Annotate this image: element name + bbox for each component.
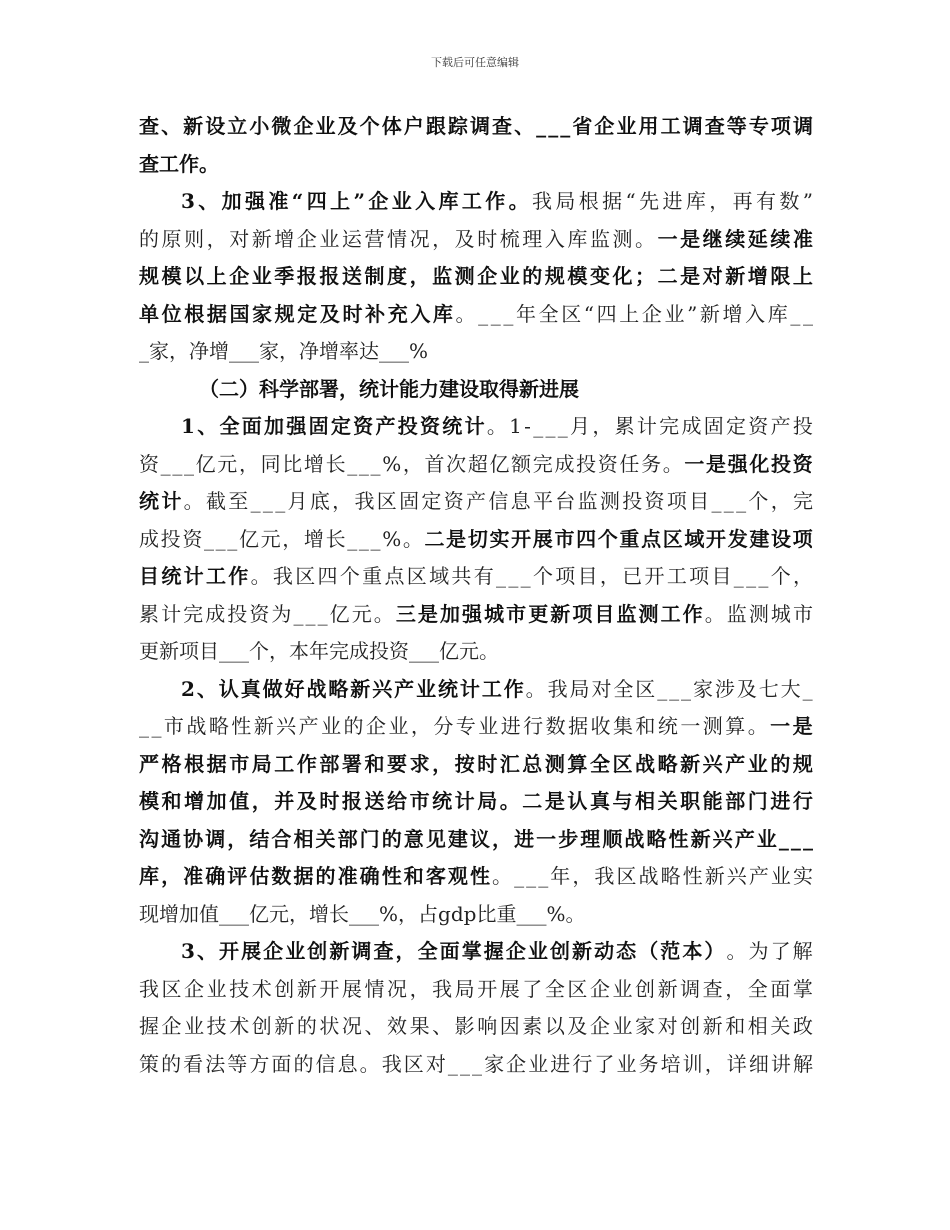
text-line: 模 和 增 加 值 ， 并 及 时 报 送 给 市 统 计 局 。 二 是 认 真 与 相 关 职 能 部 门 进 行 xyxy=(139,789,813,813)
text-line: 2 、 认 真 做 好 战 略 新 兴 产 业 统 计 工 作 。 我 局 对 全 区 _ _ _ 家 涉 及 七 大 _ xyxy=(181,676,813,701)
text-line: 累 计 完 成 投 资 为 _ _ _ 亿 元 。 三 是 加 强 城 市 更 新 项 目 监 测 工 作 。 监 测 城 市 xyxy=(139,601,813,626)
text-line: _ _ 市 战 略 性 新 兴 产 业 的 企 业 ， 分 专 业 进 行 数 据 收 集 和 统 一 测 算 。 一 是 xyxy=(139,714,813,738)
text-line: 1 、 全 面 加 强 固 定 资 产 投 资 统 计 。 1 - _ _ _ 月 ， 累 计 完 成 固 定 资 产 投 xyxy=(181,414,813,438)
text-line: 统 计 。 截 至 _ _ _ 月 底 ， 我 区 固 定 资 产 信 息 平 台 监 测 投 资 项 目 _ _ _ 个 ， 完 xyxy=(139,489,813,513)
text-line: 的 原 则 ， 对 新 增 企 业 运 营 情 况 ， 及 时 梳 理 入 库 监 测 。 一 是 继 续 延 续 准 xyxy=(139,226,813,251)
text-line: 策 的 看 法 等 方 面 的 信 息 。 我 区 对 _ _ _ 家 企 业 进 行 了 业 务 培 训 ， 详 细 讲 解 xyxy=(139,1051,813,1076)
text-line: 3 、 加 强 准 “ 四 上 ” 企 业 入 库 工 作 。 我 局 根 据 “ 先 进 库 ， 再 有 数 ” xyxy=(181,189,813,213)
text-line: 沟 通 协 调 ， 结 合 相 关 部 门 的 意 见 建 议 ， 进 一 步 理 顺 战 略 性 新 兴 产 业 _ _ _ xyxy=(139,826,813,851)
header-note: 下载后可任意编辑 xyxy=(431,56,519,69)
text-line: 握 企 业 技 术 创 新 的 状 况 、 效 果 、 影 响 因 素 以 及 企 业 家 对 创 新 和 相 关 政 xyxy=(139,1014,813,1038)
text-line: 查 工 作 。 xyxy=(139,151,219,176)
text-line: 规 模 以 上 企 业 季 报 报 送 制 度 ， 监 测 企 业 的 规 模 变 化 ； 二 是 对 新 增 限 上 xyxy=(139,264,813,288)
text-line: 资 _ _ _ 亿 元 ， 同 比 增 长 _ _ _ % ， 首 次 超 亿 额 完 成 投 资 任 务 。 一 是 强 化 投 资 xyxy=(139,451,813,476)
text-line: 单 位 根 据 国 家 规 定 及 时 补 充 入 库 。 _ _ _ 年 全 区 “ 四 上 企 业 ” 新 增 入 库 _ _ xyxy=(139,301,813,326)
text-line: 更 新 项 目 _ _ _ 个 ， 本 年 完 成 投 资 _ _ _ 亿 元 。 xyxy=(139,639,499,663)
text-line: _ 家 ， 净 增 _ _ _ 家 ， 净 增 率 达 _ _ _ % xyxy=(139,339,429,363)
text-line: 3 、 开 展 企 业 创 新 调 查 ， 全 面 掌 握 企 业 创 新 动 态 （ 范 本 ） 。 为 了 解 xyxy=(181,939,813,963)
text-line: 库 ， 准 确 评 估 数 据 的 准 确 性 和 客 观 性 。 _ _ _ 年 ， 我 区 战 略 性 新 兴 产 业 实 xyxy=(139,864,813,888)
text-line: 目 统 计 工 作 。 我 区 四 个 重 点 区 域 共 有 _ _ _ 个 项 目 ， 已 开 工 项 目 _ _ _ 个 ， xyxy=(139,564,813,588)
text-line: 现 增 加 值 _ _ _ 亿 元 ， 增 长 _ _ _ % ， 占 g d p 比 重 _ _ _ % 。 xyxy=(139,901,586,926)
text-line: 我 区 企 业 技 术 创 新 开 展 情 况 ， 我 局 开 展 了 全 区 企 业 创 新 调 查 ， 全 面 掌 xyxy=(139,976,813,1001)
text-line: （ 二 ） 科 学 部 署 ， 统 计 能 力 建 设 取 得 新 进 展 xyxy=(199,376,579,401)
text-line: 成 投 资 _ _ _ 亿 元 ， 增 长 _ _ _ % 。 二 是 切 实 开 展 市 四 个 重 点 区 域 开 发 建 设 项 xyxy=(139,526,813,551)
body-text xyxy=(139,108,813,1083)
text-line: 查 、 新 设 立 小 微 企 业 及 个 体 户 跟 踪 调 查 、 _ _ _ 省 企 业 用 工 调 查 等 专 项 调 xyxy=(139,114,813,138)
text-line: 严 格 根 据 市 局 工 作 部 署 和 要 求 ， 按 时 汇 总 测 算 全 区 战 略 新 兴 产 业 的 规 xyxy=(139,751,813,776)
